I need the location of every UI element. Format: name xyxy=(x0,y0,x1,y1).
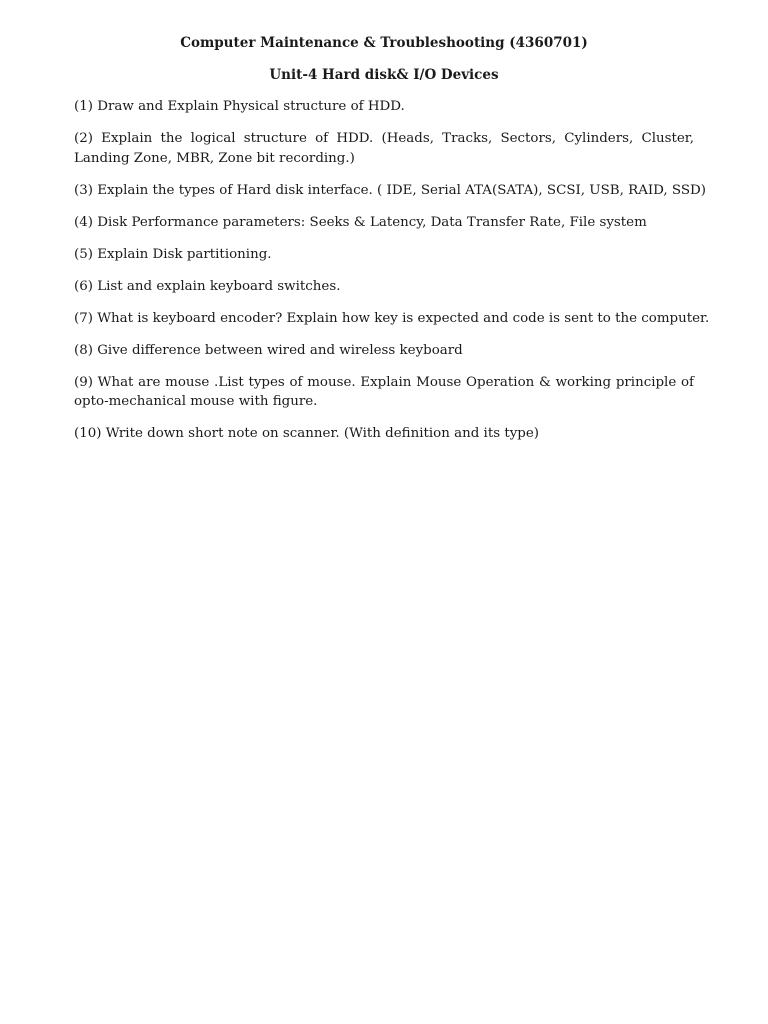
question-item: (3) Explain the types of Hard disk interface. ( IDE, Serial ATA(SATA), SCSI, USB, RAID, SSD) xyxy=(74,182,706,198)
question-item: (8) Give difference between wired and wireless keyboard xyxy=(74,342,463,358)
question-item: (6) List and explain keyboard switches. xyxy=(74,278,341,294)
question-item: (7) What is keyboard encoder? Explain how key is expected and code is sent to the computer. xyxy=(74,310,710,326)
question-item: (10) Write down short note on scanner. (With definition and its type) xyxy=(74,426,540,441)
question-list xyxy=(74,97,710,456)
question-item: (4) Disk Performance parameters: Seeks & Latency, Data Transfer Rate, File system xyxy=(74,214,647,230)
question-item: (9) What are mouse .List types of mouse. Explain Mouse Operation & working principle of opto-mechanical mouse with figure. xyxy=(74,374,694,409)
document-title: Computer Maintenance & Troubleshooting (4360701) xyxy=(180,35,588,51)
question-item: (1) Draw and Explain Physical structure of HDD. xyxy=(74,99,405,114)
unit-heading: Unit-4 Hard disk& I/O Devices xyxy=(269,67,499,83)
question-item: (2) Explain the logical structure of HDD. (Heads, Tracks, Sectors, Cylinders, Cluster, Landing Zone, MBR, Zone bit recording.) xyxy=(74,131,694,166)
question-item: (5) Explain Disk partitioning. xyxy=(74,246,272,262)
